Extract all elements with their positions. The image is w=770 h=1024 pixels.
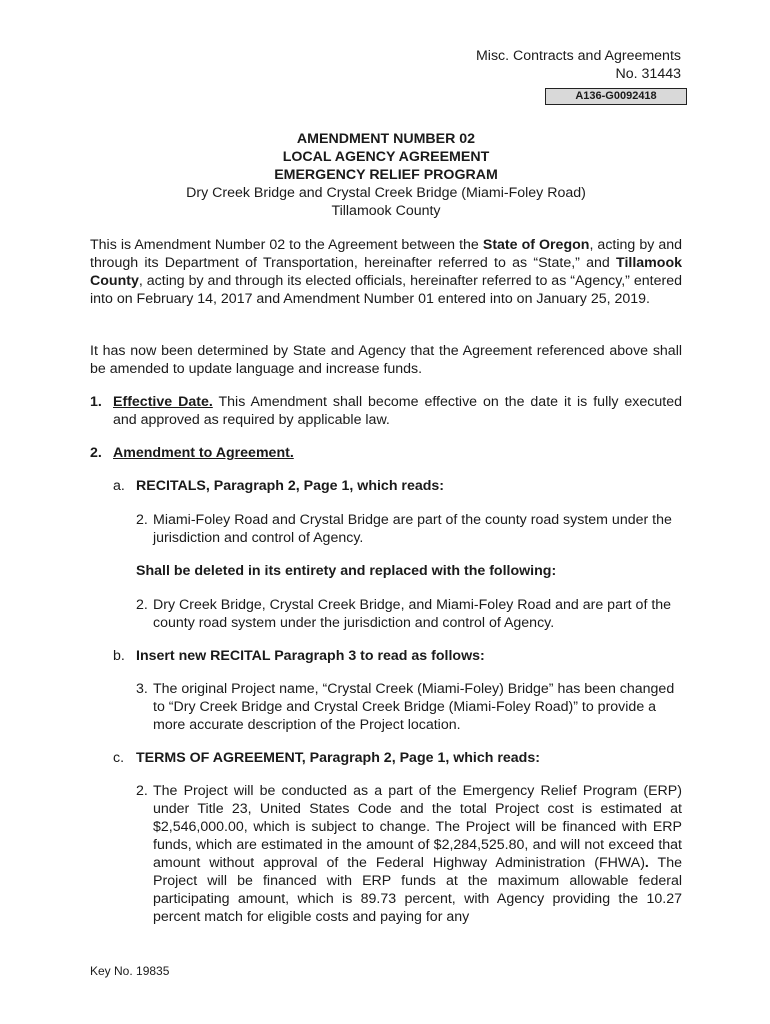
section-1-text: This Amendment shall become effective on the date it is fully executed and approved as required by applicable law. xyxy=(113,394,682,428)
section-1 xyxy=(90,393,682,429)
subsection-c-quote-text xyxy=(153,782,682,926)
subsection-a xyxy=(113,477,682,495)
section-2-heading: Amendment to Agreement. xyxy=(113,445,294,461)
title-agreement: LOCAL AGENCY AGREEMENT xyxy=(282,149,490,165)
subsection-a-letter: a. xyxy=(113,478,125,494)
intro-paragraph xyxy=(90,236,682,308)
replace-heading-text: Shall be deleted in its entirety and replaced with the following: xyxy=(136,563,557,579)
subsection-b-quote xyxy=(136,680,682,734)
determination-paragraph: It has now been determined by State and Agency that the Agreement referenced above shall be amended to update language and increase funds. xyxy=(90,343,682,377)
intro-county-name: Tillamook County xyxy=(90,255,682,289)
subsection-c-heading-3: , Page 1 xyxy=(391,750,446,766)
subsection-c-heading-1: TERMS OF AGREEMENT xyxy=(136,750,302,766)
subsection-b-letter: b. xyxy=(113,648,125,664)
subsection-c-heading xyxy=(136,749,682,767)
subsection-c-quote-part-2: The Project will be financed with ERP funds at the maximum allowable federal participating amount, which is 89.73 percent, with Agency providing the 10.27 percent match for eligible costs and paying for any xyxy=(153,855,682,925)
header-contract-type: Misc. Contracts and Agreements xyxy=(475,48,681,64)
subsection-b-heading: Insert new RECITAL Paragraph 3 to read as follows: xyxy=(136,648,485,664)
title-program: EMERGENCY RELIEF PROGRAM xyxy=(274,167,498,183)
subsection-a-quote-text: Miami-Foley Road and Crystal Bridge are part of the county road system under the jurisdiction and control of Agency. xyxy=(153,512,672,546)
subsection-a-heading: RECITALS, Paragraph 2, Page 1, which reads: xyxy=(136,478,445,494)
header-contract-number: No. 31443 xyxy=(615,66,681,82)
subsection-c xyxy=(113,749,682,767)
title-project: Dry Creek Bridge and Crystal Creek Bridge (Miami-Foley Road) xyxy=(186,185,586,201)
intro-text-2: , acting by and through its Department of Transportation, hereinafter referred to as “State,” and xyxy=(90,237,683,271)
subsection-a-new-text xyxy=(136,596,682,632)
subsection-c-quote-number: 2. xyxy=(136,783,148,799)
document-id-box: A136-G0092418 xyxy=(545,88,687,105)
section-2 xyxy=(90,444,682,462)
subsection-c-quote-part-1: The Project will be conducted as a part of the Emergency Relief Program (ERP) under Title 23, United States Code and the total Project cost is estimated at $2,546,000.00, which is subject to change. The Project will be financed with ERP funds, which are estimated in the amount of $2,284,525.80, and will not exceed that amount without approval of the Federal Highway Administration (FHWA) xyxy=(153,783,682,871)
section-2-number: 2. xyxy=(90,445,102,461)
replace-heading xyxy=(136,562,682,580)
subsection-b xyxy=(113,647,682,665)
section-1-number: 1. xyxy=(90,394,102,410)
intro-text-3: , acting by and through its elected officials, hereinafter referred to as “Agency,” entered into on February 14, 2017 and Amendment Number 01 entered into on January 25, 2019. xyxy=(90,273,682,307)
subsection-b-quote-number: 3. xyxy=(136,681,148,697)
subsection-a-quote xyxy=(136,511,682,547)
intro-text-1: This is Amendment Number 02 to the Agreement between the xyxy=(90,237,483,253)
subsection-c-heading-2: , Paragraph 2 xyxy=(301,750,392,766)
subsection-c-letter: c. xyxy=(113,750,125,766)
title-amendment: AMENDMENT NUMBER 02 xyxy=(296,131,476,147)
subsection-c-quote-period: . xyxy=(644,855,649,871)
subsection-a-quote-number: 2. xyxy=(136,512,148,528)
subsection-c-quote xyxy=(136,782,682,926)
subsection-c-heading-4: , which reads: xyxy=(445,750,540,766)
subsection-a-new-number: 2. xyxy=(136,597,148,613)
title-block xyxy=(90,130,682,220)
footer-key-number: Key No. 19835 xyxy=(90,964,170,978)
section-1-heading: Effective Date. xyxy=(113,394,213,410)
subsection-b-quote-text: The original Project name, “Crystal Creek (Miami-Foley) Bridge” has been changed to “Dry Creek Bridge and Crystal Creek Bridge (Miami-Foley Road)” to provide a more accurate description of the Project location. xyxy=(153,681,675,733)
intro-state-name: State of Oregon xyxy=(482,237,590,253)
title-county: Tillamook County xyxy=(331,203,441,219)
subsection-a-new-body: Dry Creek Bridge, Crystal Creek Bridge, and Miami-Foley Road and are part of the county road system under the jurisdiction and control of Agency. xyxy=(153,597,672,631)
